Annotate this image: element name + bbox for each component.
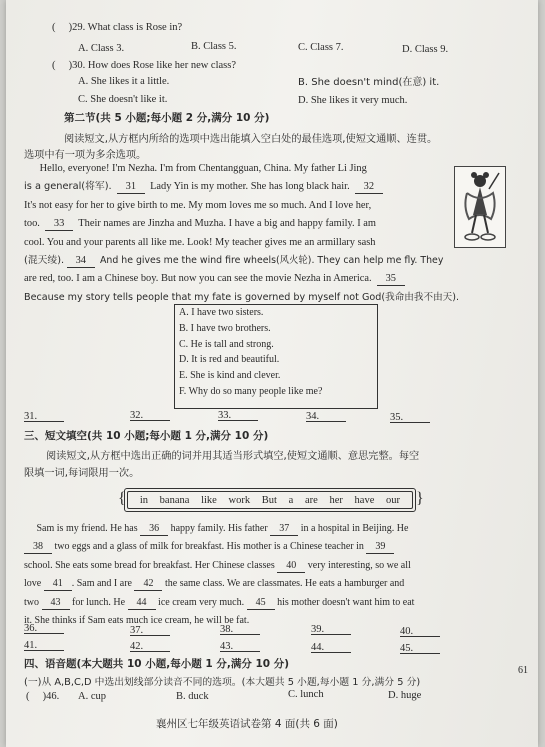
passage-line: too. 33 Their names are Jinzha and Muzha. I have a big and happy family. I am [24,218,376,230]
nezha-illustration [454,166,506,248]
q30-option-a: A. She likes it a little. [78,76,170,87]
blank-39[interactable]: 39 [366,540,394,554]
blank-45[interactable]: 45 [247,596,275,610]
passage-line: cool. You and your parents all like me. Look! My teacher gives me an armillary sash [24,236,376,248]
q29-option-a: A. Class 3. [78,43,125,54]
word-bank-item: like [201,494,217,506]
section-4-heading: 四、语音题(本大题共 10 小题,每小题 1 分,满分 10 分) [24,658,290,670]
q46-option-a: A. cup [78,691,106,702]
q46-option-b: B. duck [176,691,209,702]
exam-sheet: ( )29. What class is Rose in? A. Class 3. B. Class 5. C. Class 7. D. Class 9. ( )30. How does Rose like her new class? A. She likes it a little. B. She doesn't mind(在意) it. C. She doesn't like it. D. She likes it very much. 第二节(共 5 小题;每小题 2 分,满分 10 分) 阅读短文,从方框内所给的选项中选出能填入空白处的最佳选项,使短文通顺、连贯。 选项中有一项为多余选项。 Hello, everyone! I'm Nezha. I'm from Chentangguan, China. My father Li Jing is a general(将军). 31 Lady Yin is my mother. She has long black hair. 32 It's not easy for her to give birth to me. My mom loves me so much. And I love her, too. 33 Their names are Jinzha and Muzha. I have a big and happy family. I am cool. You and your parents all like me. Look! My teacher gives me an armillary sash (混天绫). 34 And he gives me the wind fire wheels(风火轮). They can help me fly. They are red, too. I am a Chinese boy. But now you can see the movie Nezha in America. 35 Because my story tells people that my fate is governed by myself not God(我命由我不由天). A. I have two sisters. B. I have two brothers. C. He is tall and strong. D. It is red and beautiful. E. She is kind and clever. F. Why do so many people like me? 31. 32. 33. 34. 35. 三、短文填空(共 10 小题;每小题 1 分,满分 10 分) 阅读短文,从方框中选出正确的词并用其适当形式填空,使短文通顺、意思完整。每空 限填一词,每词限用一次。 { in banana like work But a are her have our } Sam is my friend. He has 36 happy family. His father 37 in a hospital in Beijing. He 38 two eggs and a glass of milk for breakfast. His mother is a Chinese teacher in 39 school. She eats some bread for breakfast. Her Chinese classes 40 very interesting, so we all love 41 . Sam and I are 42 the same class. We are classmates. He eats a hamburger and two 43 for lunch. He 44 ice cream very much. 45 his mother doesn't want him to eat it. She thinks if Sam eats much ice cream, he will be fat. 36. 37. 38. 39. 40. 41. 42. 43. 44. 45. 四、语音题(本大题共 10 小题,每小题 1 分,满分 10 分) (一)从 A,B,C,D 中选出划线部分读音不同的选项。(本大题共 5 小题,每小题 1 分,满分 5 分) ( )46. A. cup B. duck C. lunch D. huge 襄州区七年级英语试卷第 4 面(共 6 面) 61 [6,0,538,747]
scroll-left-ornament: { [118,490,126,507]
word-bank-item: her [329,494,343,506]
option-a: A. I have two sisters. [179,307,264,318]
nezha-figure-icon [455,167,505,247]
blank-38[interactable]: 38 [24,540,52,554]
word-bank-item: a [288,494,294,506]
section-3-heading: 三、短文填空(共 10 小题;每小题 1 分,满分 10 分) [24,430,269,442]
options-box [174,304,378,409]
blank-36[interactable]: 36 [140,522,168,536]
q46-option-d: D. huge [388,690,422,701]
option-c: C. He is tall and strong. [179,338,274,350]
blank-31[interactable]: 31 [117,180,145,194]
passage-line: Sam is my friend. He has 36 happy family. His father 37 in a hospital in Beijing. He [36,523,409,534]
page-footer: 襄州区七年级英语试卷第 4 面(共 6 面) [156,718,338,730]
blank-43[interactable]: 43 [42,596,70,610]
q30-stem: ( )30. How does Rose like her new class? [52,60,237,71]
q29-stem: ( )29. What class is Rose in? [52,22,183,33]
section-4-subheading: (一)从 A,B,C,D 中选出划线部分读音不同的选项。(本大题共 5 小题,每小题 1 分,满分 5 分) [24,677,421,688]
passage-line: It's not easy for her to give birth to me. My mom loves me so much. And I love her, [24,199,372,211]
word-bank-item: work [228,494,251,506]
option-d: D. It is red and beautiful. [179,354,280,366]
blank-33[interactable]: 33 [45,217,73,231]
passage-line: (混天绫). 34 And he gives me the wind fire wheels(风火轮). They can help me fly. They [24,255,444,267]
passage-sam [24,520,492,630]
option-f: F. Why do so many people like me? [179,385,323,397]
blank-37[interactable]: 37 [270,522,298,536]
q30-option-c: C. She doesn't like it. [78,94,168,105]
section-2-instruction: 阅读短文,从方框内所给的选项中选出能填入空白处的最佳选项,使短文通顺、连贯。 [64,134,438,145]
blank-41[interactable]: 41 [44,577,72,591]
passage-line: 38 two eggs and a glass of milk for breakfast. His mother is a Chinese teacher in 39 [24,538,492,556]
passage-line: Hello, everyone! I'm Nezha. I'm from Chentangguan, China. My father Li Jing [39,163,367,174]
passage-line: two 43 for lunch. He 44 ice cream very much. 45 his mother doesn't want him to eat [24,596,415,608]
section-2-instruction-2: 选项中有一项为多余选项。 [24,150,147,161]
blank-32[interactable]: 32 [355,180,383,194]
section-3-instruction: 阅读短文,从方框中选出正确的词并用其适当形式填空,使短文通顺、意思完整。每空 [46,451,420,462]
word-bank-item: banana [159,494,190,506]
section-2-heading: 第二节(共 5 小题;每小题 2 分,满分 10 分) [64,112,270,124]
passage-line: school. She eats some bread for breakfast. Her Chinese classes 40 very interesting, so we all [24,559,411,571]
word-bank-item: our [386,494,401,506]
q30-option-d: D. She likes it very much. [298,95,408,106]
q46-option-c: C. lunch [288,689,324,700]
blank-34[interactable]: 34 [67,254,95,268]
passage-line: it. She thinks if Sam eats much ice cream, he will be fat. [24,615,250,627]
blank-35[interactable]: 35 [377,272,405,286]
word-bank-item: have [354,494,375,506]
passage-line: are red, too. I am a Chinese boy. But now you can see the movie Nezha in America. 35 [24,270,492,288]
option-e: E. She is kind and clever. [179,370,281,382]
q29-option-c: C. Class 7. [298,42,344,53]
side-margin-mark: 61 [518,665,528,676]
q46-stem: ( )46. [26,691,60,702]
scroll-right-ornament: } [416,490,424,507]
passage-line: love 41 . Sam and I are 42 the same class. We are classmates. He eats a hamburger and [24,578,405,590]
word-bank-item: But [261,494,277,506]
q30-option-b: B. She doesn't mind(在意) it. [298,77,440,88]
q29-option-b: B. Class 5. [191,41,237,52]
passage-line: is a general(将军). 31 Lady Yin is my mother. She has long black hair. 32 [24,178,492,196]
blank-40[interactable]: 40 [277,559,305,573]
word-bank-item: are [304,494,318,506]
option-b: B. I have two brothers. [179,322,271,334]
blank-42[interactable]: 42 [134,577,162,591]
q29-option-d: D. Class 9. [402,44,449,55]
word-bank-box [124,488,416,512]
word-bank-item: in [139,494,148,506]
passage-nezha [24,160,492,307]
passage-line: Because my story tells people that my fate is governed by myself not God(我命由我不由天). [24,291,460,303]
section-3-instruction-2: 限填一词,每词限用一次。 [24,468,140,479]
blank-44[interactable]: 44 [128,596,156,610]
